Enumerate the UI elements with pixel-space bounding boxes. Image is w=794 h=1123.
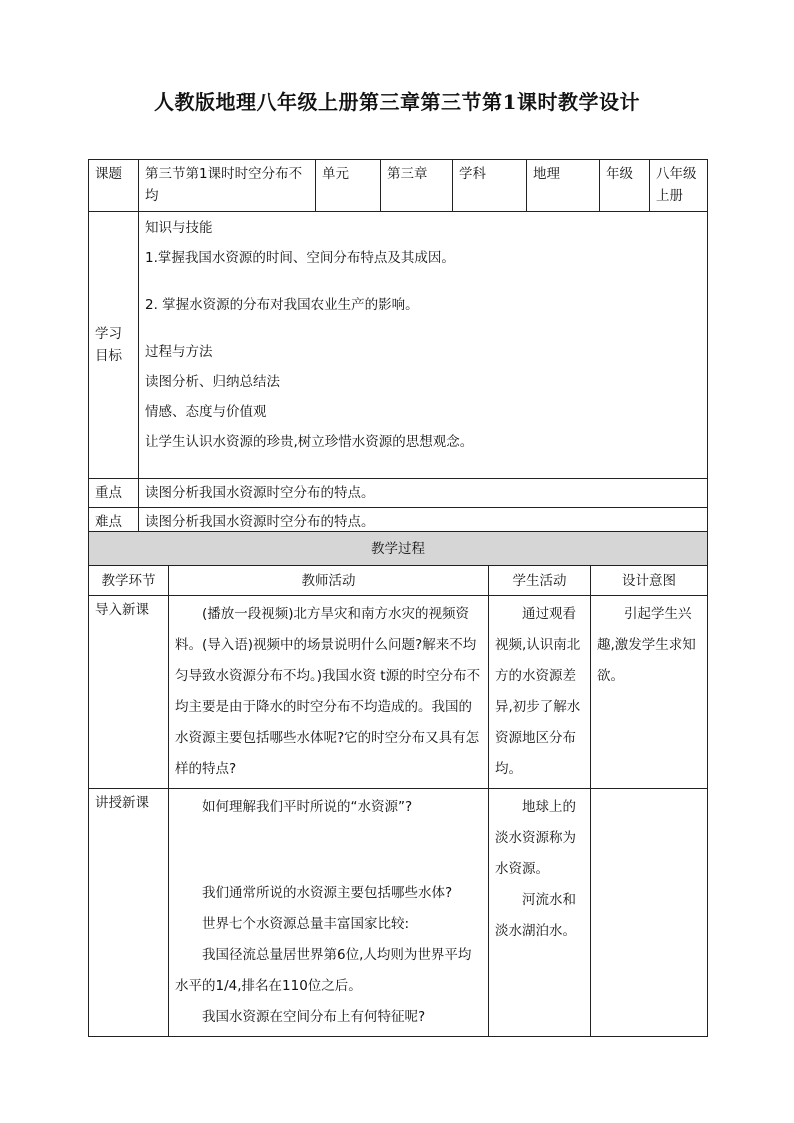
objective-item: 让学生认识水资源的珍贵,树立珍惜水资源的思想观念。	[145, 434, 474, 450]
student-activity	[489, 789, 591, 1037]
teacher-line: 如何理解我们平时所说的“水资源”?	[202, 799, 413, 815]
student-line: 地球上的淡水资源称为水资源。	[495, 799, 576, 877]
process-row-intro	[89, 596, 708, 789]
process-columns-row	[89, 566, 708, 596]
student-line: 河流水和淡水湖泊水。	[495, 892, 576, 939]
objective-item: 读图分析、归纳总结法	[145, 374, 280, 390]
topic-label: 课题	[89, 160, 139, 212]
stage-label: 讲授新课	[89, 789, 169, 1037]
objectives-content	[139, 212, 708, 479]
topic-value: 第三节第1课时时空分布不均	[139, 160, 316, 212]
teacher-activity	[169, 789, 489, 1037]
column-header: 教学环节	[89, 566, 169, 596]
stage-label: 导入新课	[89, 596, 169, 789]
subject-value: 地理	[527, 160, 600, 212]
grade-value: 八年级上册	[650, 160, 708, 212]
process-table	[88, 531, 708, 1037]
key-point-row	[89, 479, 708, 508]
teacher-activity: (播放一段视频)北方旱灾和南方水灾的视频资料。(导入语)视频中的场景说明什么问题?解来不均匀导致水资源分布不均。)我国水资 t源的时空分布不均主要是由于降水的时空分布不均造成的。我国的水资源主要包括哪些水体呢?它的时空分布又具有怎样的特点?	[169, 596, 489, 789]
process-header-row	[89, 532, 708, 566]
objective-heading-attitude: 情感、态度与价值观	[145, 404, 267, 420]
teacher-line: 我们通常所说的水资源主要包括哪些水体?	[202, 885, 453, 901]
objective-heading-process: 过程与方法	[145, 344, 213, 360]
difficult-point-value: 读图分析我国水资源时空分布的特点。	[139, 508, 708, 537]
objectives-label: 学习目标	[89, 212, 139, 479]
column-header: 学生活动	[489, 566, 591, 596]
design-intent: 引起学生兴趣,激发学生求知欲。	[591, 596, 708, 789]
key-point-value: 读图分析我国水资源时空分布的特点。	[139, 479, 708, 508]
process-row-lecture	[89, 789, 708, 1037]
info-table	[88, 159, 708, 537]
objective-item: 1.掌握我国水资源的时间、空间分布特点及其成因。	[145, 250, 455, 266]
unit-label: 单元	[316, 160, 381, 212]
objective-heading-knowledge: 知识与技能	[145, 220, 213, 236]
objectives-row	[89, 212, 708, 479]
unit-value: 第三章	[381, 160, 453, 212]
document-title: 人教版地理八年级上册第三章第三节第1课时教学设计	[154, 90, 640, 114]
column-header: 设计意图	[591, 566, 708, 596]
difficult-point-label: 难点	[89, 508, 139, 537]
teacher-line: 我国径流总量居世界第6位,人均则为世界平均水平的1/4,排名在110位之后。	[175, 947, 472, 994]
info-row	[89, 160, 708, 212]
process-header: 教学过程	[89, 532, 708, 566]
student-activity: 通过观看视频,认识南北方的水资源差异,初步了解水资源地区分布均。	[489, 596, 591, 789]
objective-item: 2. 掌握水资源的分布对我国农业生产的影响。	[145, 297, 419, 313]
teacher-line: 世界七个水资源总量丰富国家比较:	[202, 916, 410, 932]
key-point-label: 重点	[89, 479, 139, 508]
subject-label: 学科	[453, 160, 527, 212]
grade-label: 年级	[600, 160, 650, 212]
column-header: 教师活动	[169, 566, 489, 596]
teacher-line: 我国水资源在空间分布上有何特征呢?	[202, 1009, 426, 1025]
design-intent	[591, 789, 708, 1037]
